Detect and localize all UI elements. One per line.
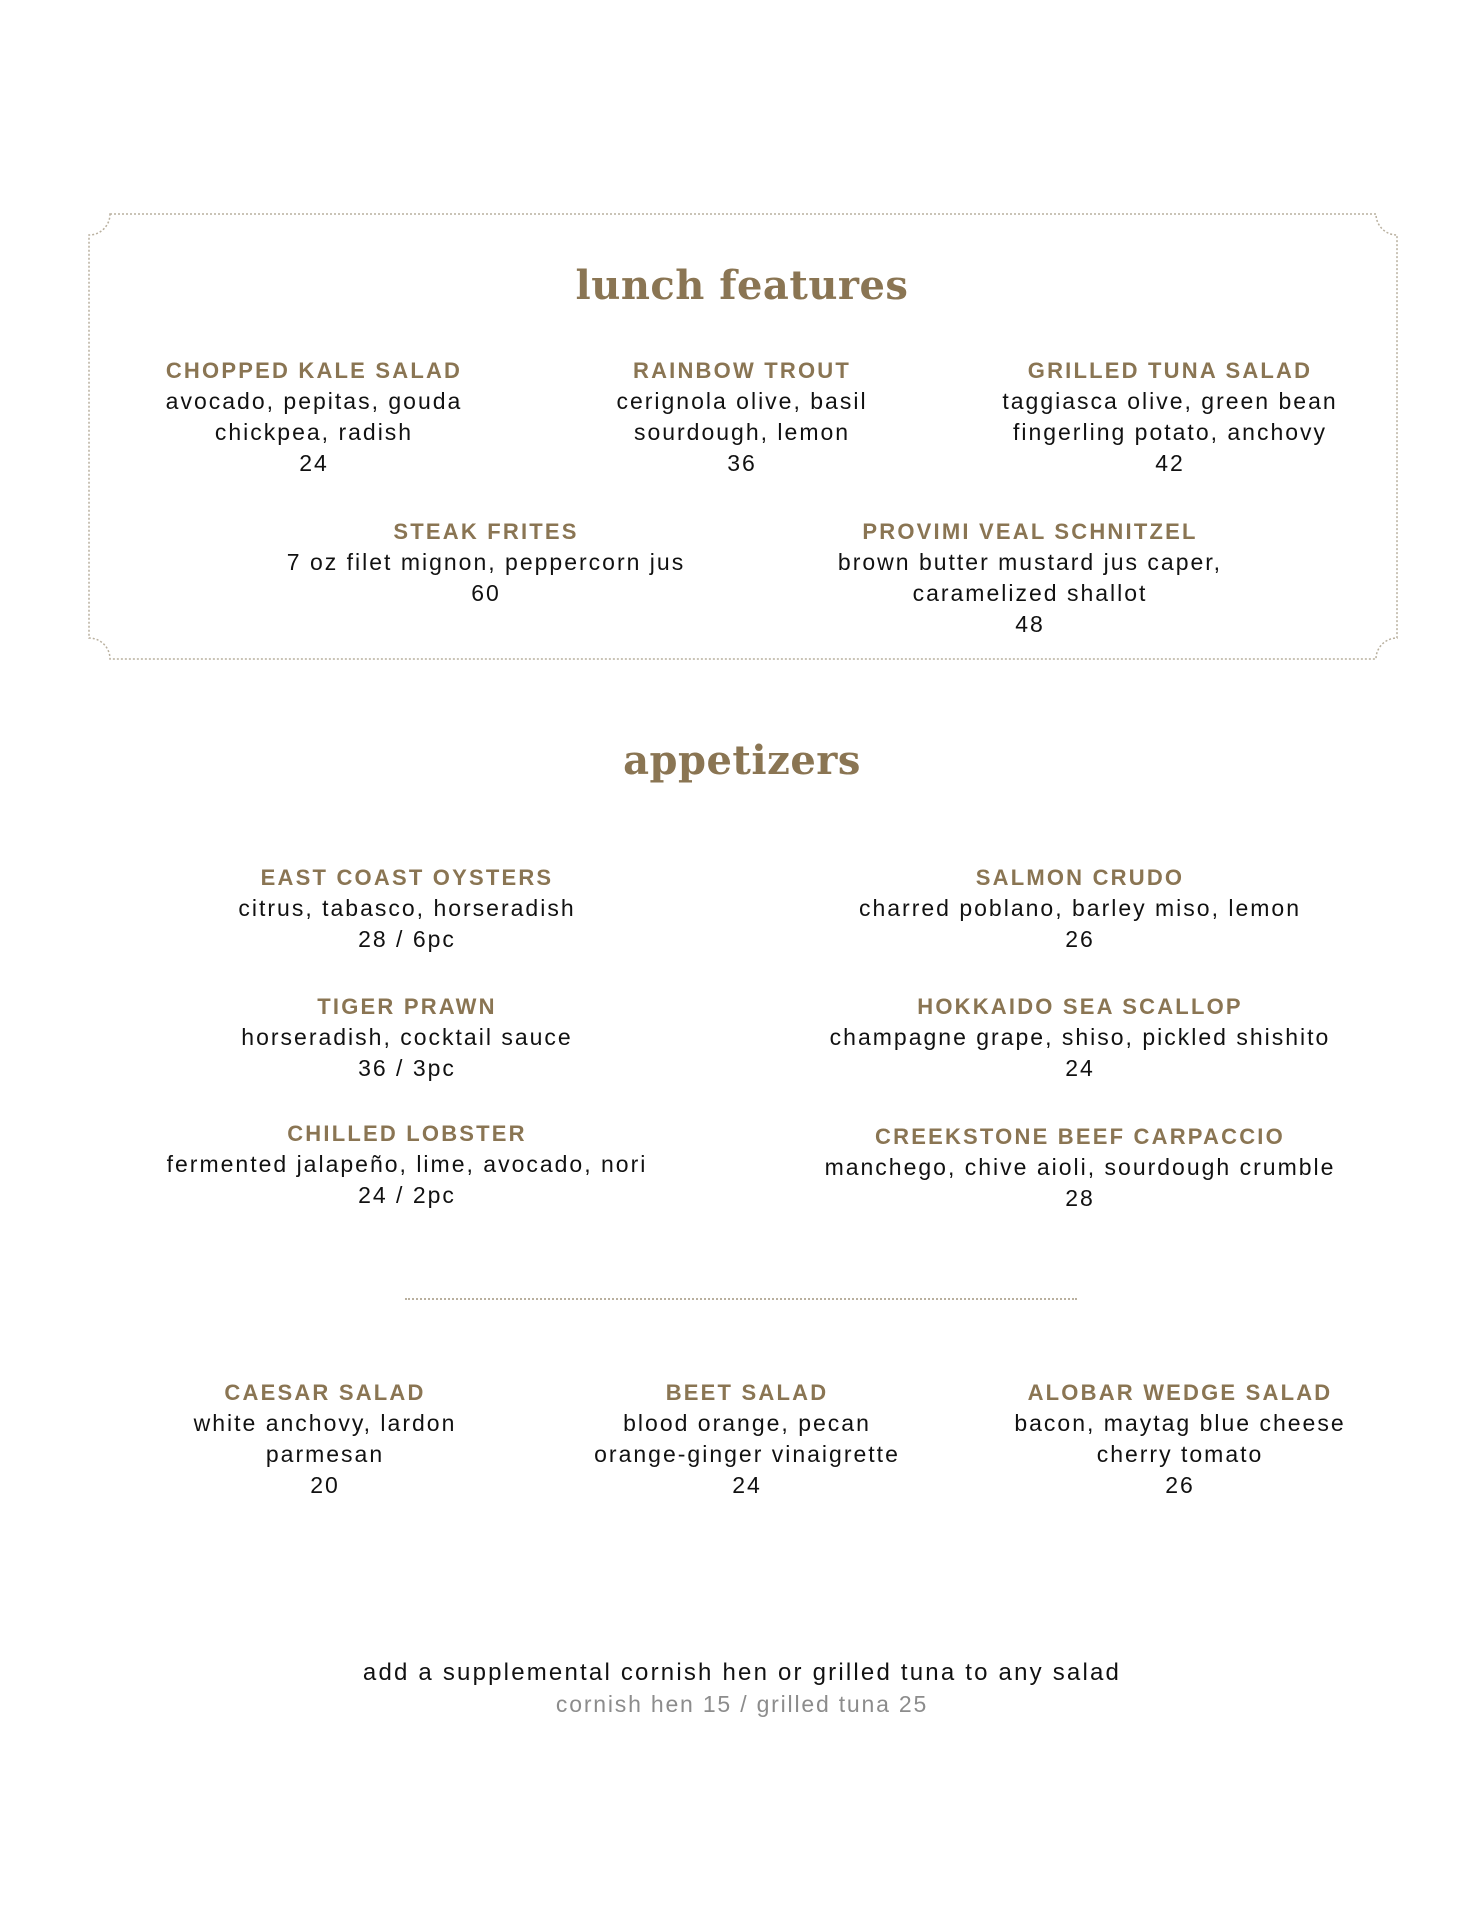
menu-item-caesar-salad bbox=[130, 1377, 520, 1501]
item-price: 36 bbox=[727, 450, 757, 476]
item-description: orange-ginger vinaigrette bbox=[594, 1441, 900, 1467]
item-description: fermented jalapeño, lime, avocado, nori bbox=[166, 1151, 648, 1177]
menu-item-chilled-lobster bbox=[132, 1118, 682, 1211]
item-price: 24 bbox=[299, 450, 329, 476]
item-description: brown butter mustard jus caper, bbox=[837, 549, 1223, 575]
supplement-text: add a supplemental cornish hen or grilled tuna to any salad bbox=[362, 1659, 1122, 1686]
item-name: CHOPPED KALE SALAD bbox=[165, 358, 463, 383]
item-name: TIGER PRAWN bbox=[317, 994, 497, 1019]
item-description: bacon, maytag blue cheese bbox=[1014, 1410, 1346, 1436]
item-name: RAINBOW TROUT bbox=[632, 358, 852, 383]
supplement-prices: cornish hen 15 / grilled tuna 25 bbox=[555, 1691, 929, 1717]
item-description: cerignola olive, basil bbox=[616, 388, 868, 414]
item-price: 24 / 2pc bbox=[358, 1182, 456, 1208]
item-price: 48 bbox=[1015, 611, 1045, 637]
item-price: 42 bbox=[1155, 450, 1185, 476]
menu-item-beet-salad bbox=[552, 1377, 942, 1501]
menu-item-steak-frites bbox=[236, 516, 736, 609]
item-description: taggiasca olive, green bean bbox=[1002, 388, 1338, 414]
item-price: 26 bbox=[1165, 1472, 1195, 1498]
item-description: parmesan bbox=[265, 1441, 385, 1467]
item-name: GRILLED TUNA SALAD bbox=[1027, 358, 1313, 383]
item-description: charred poblano, barley miso, lemon bbox=[858, 895, 1302, 921]
item-name: BEET SALAD bbox=[665, 1380, 829, 1405]
menu-item-east-coast-oysters bbox=[132, 862, 682, 955]
item-price: 60 bbox=[471, 580, 501, 606]
item-description: citrus, tabasco, horseradish bbox=[238, 895, 576, 921]
menu-item-tiger-prawn bbox=[132, 991, 682, 1084]
item-description: white anchovy, lardon bbox=[193, 1410, 457, 1436]
menu-item-hokkaido-sea-scallop bbox=[780, 991, 1380, 1084]
item-description: manchego, chive aioli, sourdough crumble bbox=[824, 1154, 1336, 1180]
item-name: HOKKAIDO SEA SCALLOP bbox=[917, 994, 1243, 1019]
item-price: 24 bbox=[1065, 1055, 1095, 1081]
item-name: STEAK FRITES bbox=[393, 519, 579, 544]
menu-item-chopped-kale-salad bbox=[114, 355, 514, 479]
item-name: CHILLED LOBSTER bbox=[287, 1121, 527, 1146]
menu-item-alobar-wedge-salad bbox=[985, 1377, 1375, 1501]
item-description: fingerling potato, anchovy bbox=[1012, 419, 1328, 445]
item-description: 7 oz filet mignon, peppercorn jus bbox=[286, 549, 686, 575]
menu-item-salmon-crudo bbox=[780, 862, 1380, 955]
item-description: caramelized shallot bbox=[912, 580, 1148, 606]
item-name: EAST COAST OYSTERS bbox=[260, 865, 554, 890]
lunch-features-title: lunch features bbox=[575, 262, 909, 309]
item-description: champagne grape, shiso, pickled shishito bbox=[829, 1024, 1331, 1050]
item-name: CAESAR SALAD bbox=[224, 1380, 426, 1405]
item-name: SALMON CRUDO bbox=[975, 865, 1185, 890]
menu-item-rainbow-trout bbox=[542, 355, 942, 479]
item-description: horseradish, cocktail sauce bbox=[241, 1024, 573, 1050]
section-divider bbox=[405, 1298, 1077, 1300]
item-description: avocado, pepitas, gouda bbox=[165, 388, 463, 414]
salad-supplement-note bbox=[0, 1657, 1484, 1720]
item-price: 36 / 3pc bbox=[358, 1055, 456, 1081]
item-description: chickpea, radish bbox=[214, 419, 414, 445]
appetizers-title: appetizers bbox=[623, 737, 861, 784]
menu-item-provimi-veal-schnitzel bbox=[780, 516, 1280, 640]
item-description: blood orange, pecan bbox=[623, 1410, 871, 1436]
item-price: 26 bbox=[1065, 926, 1095, 952]
item-price: 28 bbox=[1065, 1185, 1095, 1211]
item-price: 20 bbox=[310, 1472, 340, 1498]
item-description: sourdough, lemon bbox=[633, 419, 851, 445]
item-name: PROVIMI VEAL SCHNITZEL bbox=[862, 519, 1198, 544]
item-price: 24 bbox=[732, 1472, 762, 1498]
menu-item-grilled-tuna-salad bbox=[970, 355, 1370, 479]
item-name: CREEKSTONE BEEF CARPACCIO bbox=[875, 1124, 1285, 1149]
item-name: ALOBAR WEDGE SALAD bbox=[1027, 1380, 1333, 1405]
item-description: cherry tomato bbox=[1096, 1441, 1264, 1467]
menu-item-creekstone-beef-carpaccio bbox=[780, 1121, 1380, 1214]
item-price: 28 / 6pc bbox=[358, 926, 456, 952]
